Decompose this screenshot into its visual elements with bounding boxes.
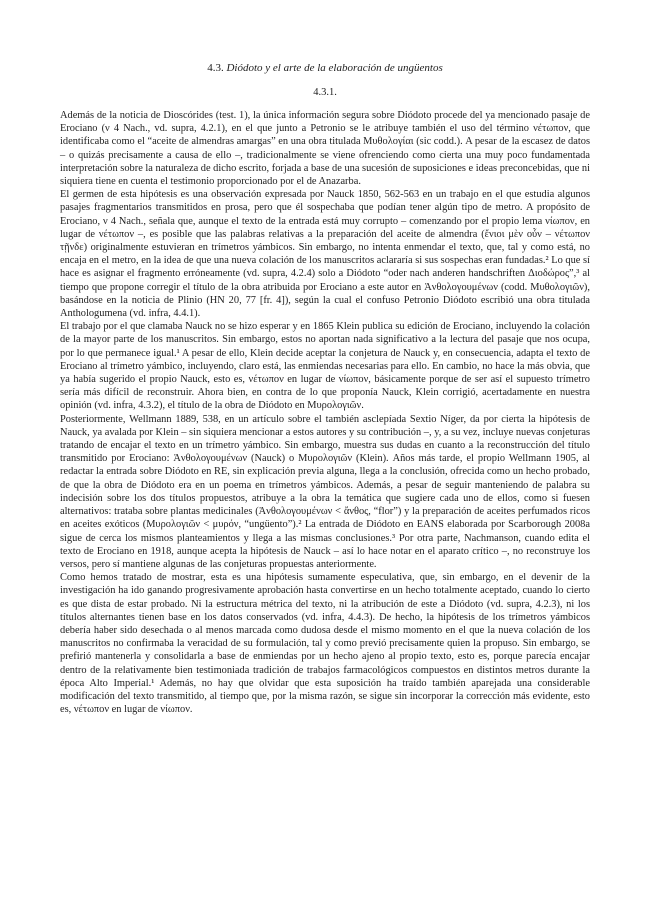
- paragraph-2: El germen de esta hipótesis es una observación expresada por Nauck 1850, 562-563 en un trabajo en el que estudia algunos pasajes fragmentarios transmitidos en prosa, pero que él sospechaba que podían tener algún tipo de metro. A propósito de Erociano, ν 4 Nach., señala que, aunque el texto de la entrada está muy corrupto – comenzando por el propio lema νίωπον, en lugar de νέτωπον –, es posible que las palabras relativas a la preparación del aceite de almendra (ἔνιοι μὲν οὖν – νέτωπον τῇνδε) originalmente estuvieran en trímetros yámbicos. Sin embargo, no intenta enmendar el texto, que, tal y como está, no encaja en el metro, en la idea de que una nueva colación de los manuscritos aclararía si sus sospechas eran fundadas.² Lo que sí hace es asignar el fragmento erróneamente (vd. supra, 4.2.4) solo a Diódoto “oder nach anderen handschriften Διοδώρος”,³ al tiempo que propone corregir el título de la obra atribuida por Erociano a este autor en Ἀνθολογουμένων (codd. Μυθολογιῶν), basándose en la noticia de Plinio (HN 20, 77 [fr. 4]), según la cual el confuso Petronio Diódoto escribió una obra titulada Anthologumena (vd. infra, 4.4.1).: [60, 189, 590, 320]
- section-number: 4.3.: [207, 62, 224, 74]
- section-title: Diódoto y el arte de la elaboración de ungüentos: [226, 62, 443, 74]
- paragraph-4: Posteriormente, Wellmann 1889, 538, en un artículo sobre el también asclepíada Sextio Níger, da por cierta la hipótesis de Nauck, ya avalada por Klein – sin siquiera mencionar a estos autores y su contribución –, y, a su vez, incluye nuevas conjeturas tratando de encajar el texto en un trímetro yámbico. Sin embargo, muestra sus dudas en cuanto a la reconstrucción del título transmitido por Erociano: Ἀνθολογουμένων (Nauck) o Μυρολογιῶν (Klein). Años más tarde, el propio Wellmann 1905, al redactar la entrada sobre Diódoto en RE, sin explicación previa alguna, llega a la conclusión, ofrecida como un hecho probado, de que la obra de Diódoto era en un poema en trímetros yámbicos. Además, a pesar de seguir manteniendo de palabra su indecisión sobre los dos títulos propuestos, atribuye a la obra la temática que sugiere cada uno de ellos, como si fuesen alternativos: trataba sobre plantas medicinales (Ἀνθολογουμένων < ἄνθος, “flor”) y la preparación de aceites perfumados ricos en aceites exóticos (Μυρολογιῶν < μυρόν, “ungüento”).² La entrada de Diódoto en EANS elaborada por Scarborough 2008a sigue de cerca los mismos planteamientos y llega a las mismas conclusiones.³ Por otra parte, Nachmanson, cuando edita el texto de Erociano en 1918, aunque acepta la hipótesis de Nauck – así lo hace notar en el aparato crítico –, no reconstruye los versos, pero sí mantiene algunas de las conjeturas propuestas anteriormente.: [60, 413, 590, 570]
- subsection-number: 4.3.1.: [313, 87, 337, 98]
- body-text: [60, 109, 590, 716]
- section-heading: [60, 62, 590, 75]
- paragraph-5: Como hemos tratado de mostrar, esta es una hipótesis sumamente especulativa, que, sin embargo, en el devenir de la investigación ha ido ganando progresivamente aprobación hasta convertirse en un hecho totalmente aceptado, cuando lo cierto es que dista de estar probado. Ni la estructura métrica del texto, ni la atribución de este a Diódoto (vd. supra, 4.2.3), ni los títulos alternantes tienen base en los datos conservados (vd. infra, 4.4.3). De hecho, la hipótesis de los trímetros yámbicos debería haber sido desechada o al menos marcada como dudosa desde el mismo momento en el que la nueva colación de los manuscritos no confirmaba la veracidad de su formulación, tal y como previó precisamente quien la propuso. Sin embargo, se prefirió mantenerla y consolidarla a base de enmiendas por un hecho ajeno al propio texto, esto es, porque parecía encajar dentro de la relativamente bien testimoniada tradición de trabajos farmacológicos compuestos en distintos metros durante la época Alto Imperial.¹ Además, no hay que olvidar que esta suposición ha traído también aparejada una considerable modificación del texto transmitido, al tiempo que, por la misma razón, se sigue sin incorporar la corrección más evidente, esto es, νέτωπον en lugar de νίωπον.: [60, 572, 590, 716]
- paragraph-1: Además de la noticia de Dioscórides (test. 1), la única información segura sobre Diódoto procede del ya mencionado pasaje de Erociano (ν 4 Nach., vd. supra, 4.2.1), en el que junto a Petronio se le atribuye también el uso del término νέτωπον, que identificaba como el “aceite de almendras amargas” en una obra titulada Μυθολογίαι (sic codd.). A pesar de la escasez de datos – o quizás precisamente a causa de ello –, tradicionalmente se viene ofrenciendo como cierta una muy poco fundamentada interpretación sobre la naturaleza de dicho escrito, forjada a base de una sucesión de suposiciones e ideas preconcebidas, que ni siquiera tiene en cuenta el testimonio proporcionado por el de Anazarba.: [60, 110, 590, 188]
- paragraph-3: El trabajo por el que clamaba Nauck no se hizo esperar y en 1865 Klein publica su edición de Erociano, incluyendo la colación de la mayor parte de los manuscritos. Sin embargo, estos no aportan nada significativo a la lectura del pasaje que nos ocupa, por lo que permanece igual.¹ A pesar de ello, Klein decide aceptar la conjetura de Nauck y, en consecuencia, adapta el texto de Erociano al trímetro yámbico, incluyendo, claro está, las enmiendas necesarias para ello. En cambio, no hace la más obvia, que ya había sugerido el propio Nauck, esto es, νέτωπον en lugar de νίωπον, básicamente porque de ser así el supuesto trímetro sería más difícil de reconstruir. Ahora bien, en contra de lo que proponía Nauck, Klein corrigió, acertadamente en nuestra opinión (vd. infra, 4.3.2), el título de la obra de Diódoto en Μυρολογιῶν.: [60, 321, 590, 412]
